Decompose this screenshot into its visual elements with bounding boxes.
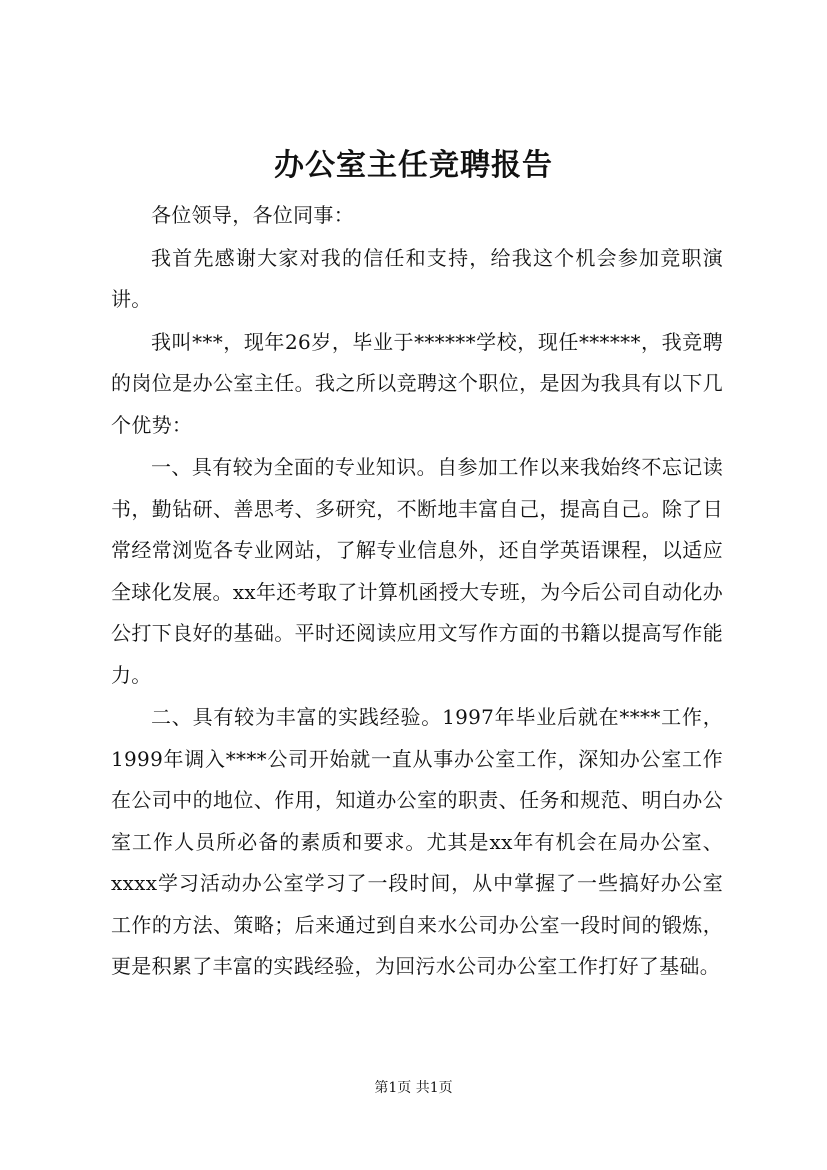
body-paragraph: 二、具有较为丰富的实践经验。1997年毕业后就在****工作，1999年调入****公司开始就一直从事办公室工作，深知办公室工作在公司中的地位、作用，知道办公室的职责、任务和规范、明白办公室工作人员所必备的素质和要求。尤其是xx年有机会在局办公室、xxxx学习活动办公室学习了一段时间，从中掌握了一些搞好办公室工作的方法、策略；后来通过到自来水公司办公室一段时间的锻炼，更是积累了丰富的实践经验，为回污水公司办公室工作打好了基础。 (111, 705, 723, 978)
document-title: 办公室主任竞聘报告 (274, 148, 553, 183)
body-paragraph: 我叫***，现年26岁，毕业于******学校，现任******，我竞聘的岗位是办公室主任。我之所以竞聘这个职位，是因为我具有以下几个优势： (111, 329, 723, 437)
page-footer: 第1页 共1页 (374, 1080, 453, 1096)
document-body (111, 195, 723, 989)
body-paragraph: 我首先感谢大家对我的信任和支持，给我这个机会参加竞职演讲。 (111, 245, 723, 311)
salutation-paragraph: 各位领导，各位同事： (151, 203, 354, 227)
body-paragraph: 一、具有较为全面的专业知识。自参加工作以来我始终不忘记读书，勤钻研、善思考、多研究，不断地丰富自己，提高自己。除了日常经常浏览各专业网站，了解专业信息外，还自学英语课程，以适应全球化发展。xx年还考取了计算机函授大专班，为今后公司自动化办公打下良好的基础。平时还阅读应用文写作方面的书籍以提高写作能力。 (111, 455, 723, 687)
